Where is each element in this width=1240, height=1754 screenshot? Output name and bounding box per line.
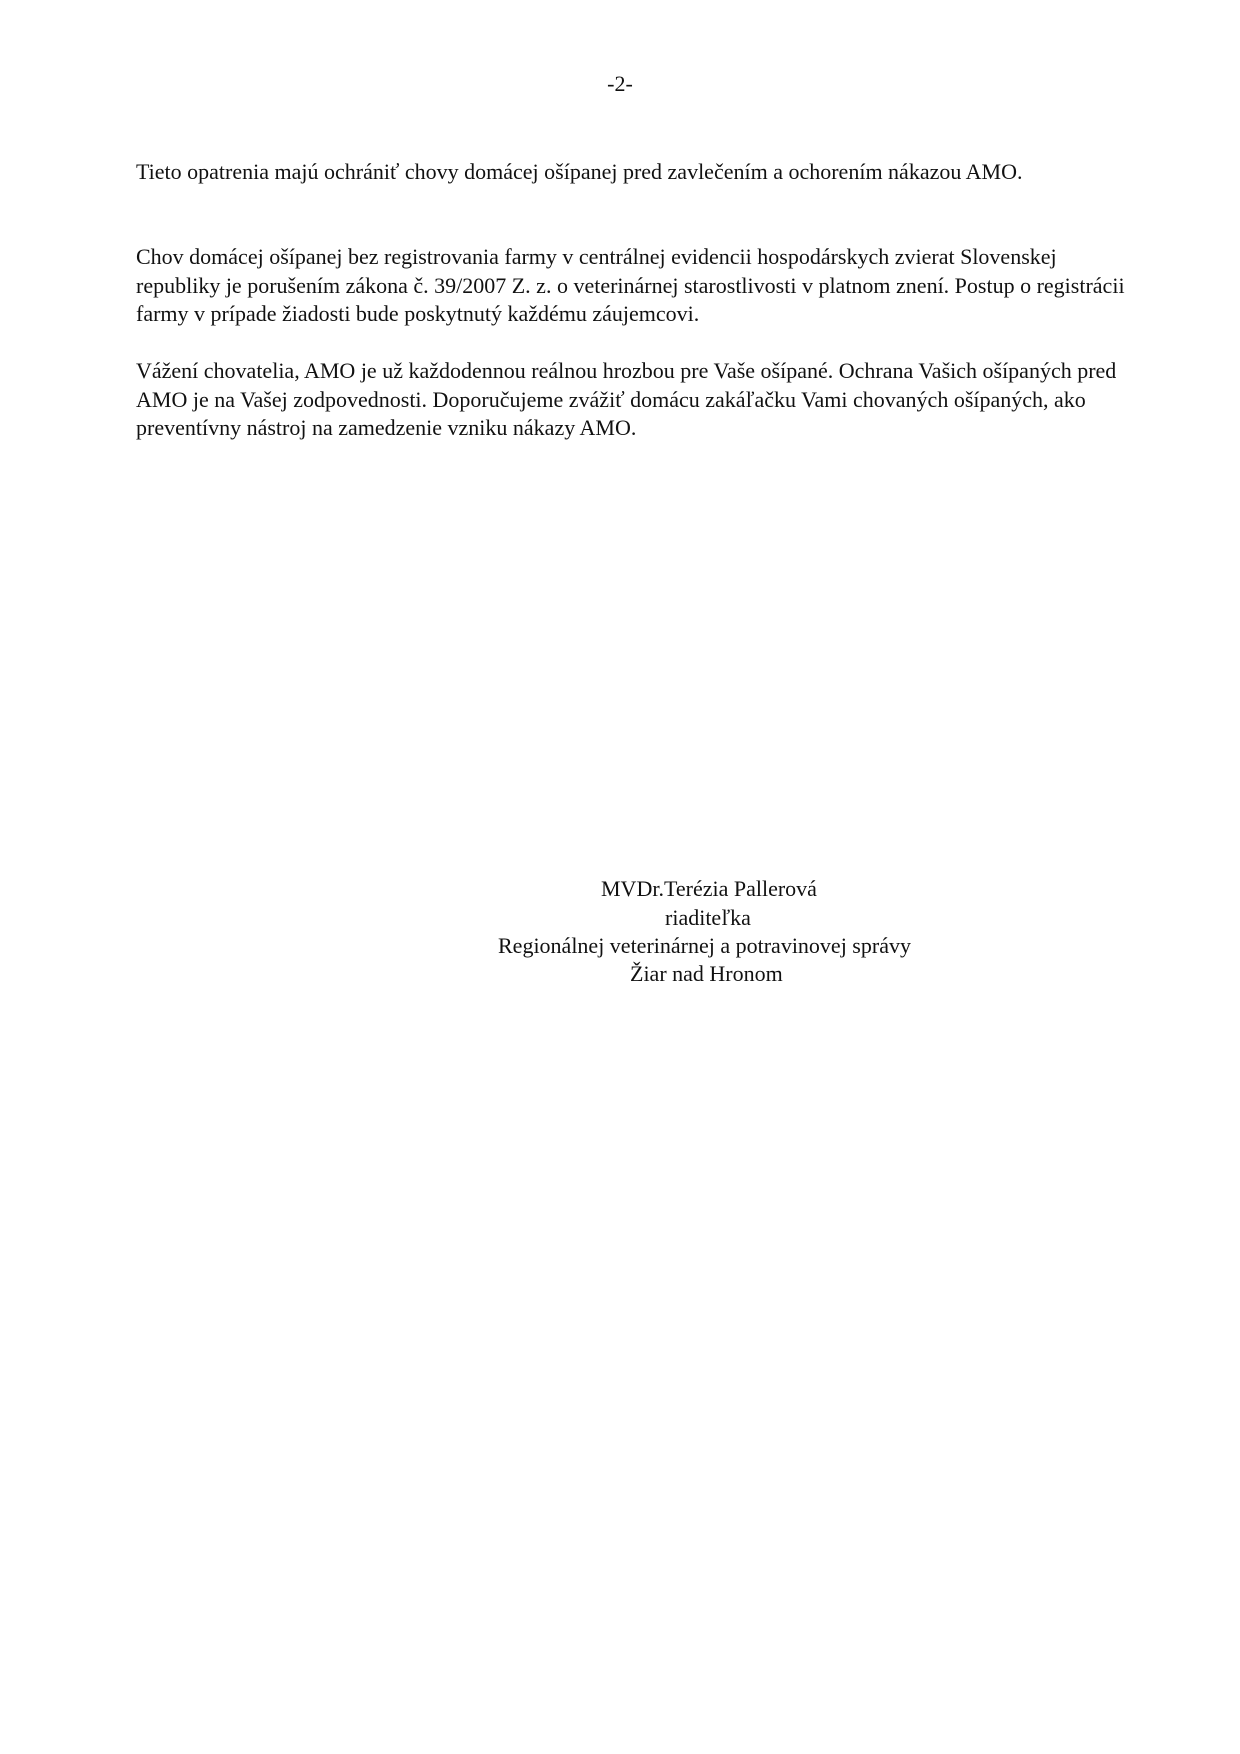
- page-number: -2-: [607, 71, 633, 96]
- paragraph-registration-requirement: Chov domácej ošípanej bez registrovania farmy v centrálnej evidencii hospodárskych zvierat Slovenskej republiky je porušením zákona č. 39/2007 Z. z. o veterinárnej starostlivosti v platnom znení. Postup o registrácii farmy v prípade žiadosti bude poskytnutý každému záujemcovi.: [136, 244, 1125, 326]
- signature-city: Žiar nad Hronom: [630, 961, 783, 986]
- signature-title: riaditeľka: [665, 905, 751, 930]
- paragraph-breeder-appeal: Vážení chovatelia, AMO je už každodennou reálnou hrozbou pre Vaše ošípané. Ochrana Vašich ošípaných pred AMO je na Vašej zodpovednosti. Doporučujeme zvážiť domácu zakáľačku Vami chovaných ošípaných, ako preventívny nástroj na zamedzenie vzniku nákazy AMO.: [136, 358, 1117, 440]
- signature-organization: Regionálnej veterinárnej a potravinovej správy: [498, 933, 911, 958]
- paragraph-protection-measures: Tieto opatrenia majú ochrániť chovy domácej ošípanej pred zavlečením a ochorením nákazou AMO.: [136, 159, 1023, 184]
- signature-name: MVDr.Terézia Pallerová: [601, 876, 817, 901]
